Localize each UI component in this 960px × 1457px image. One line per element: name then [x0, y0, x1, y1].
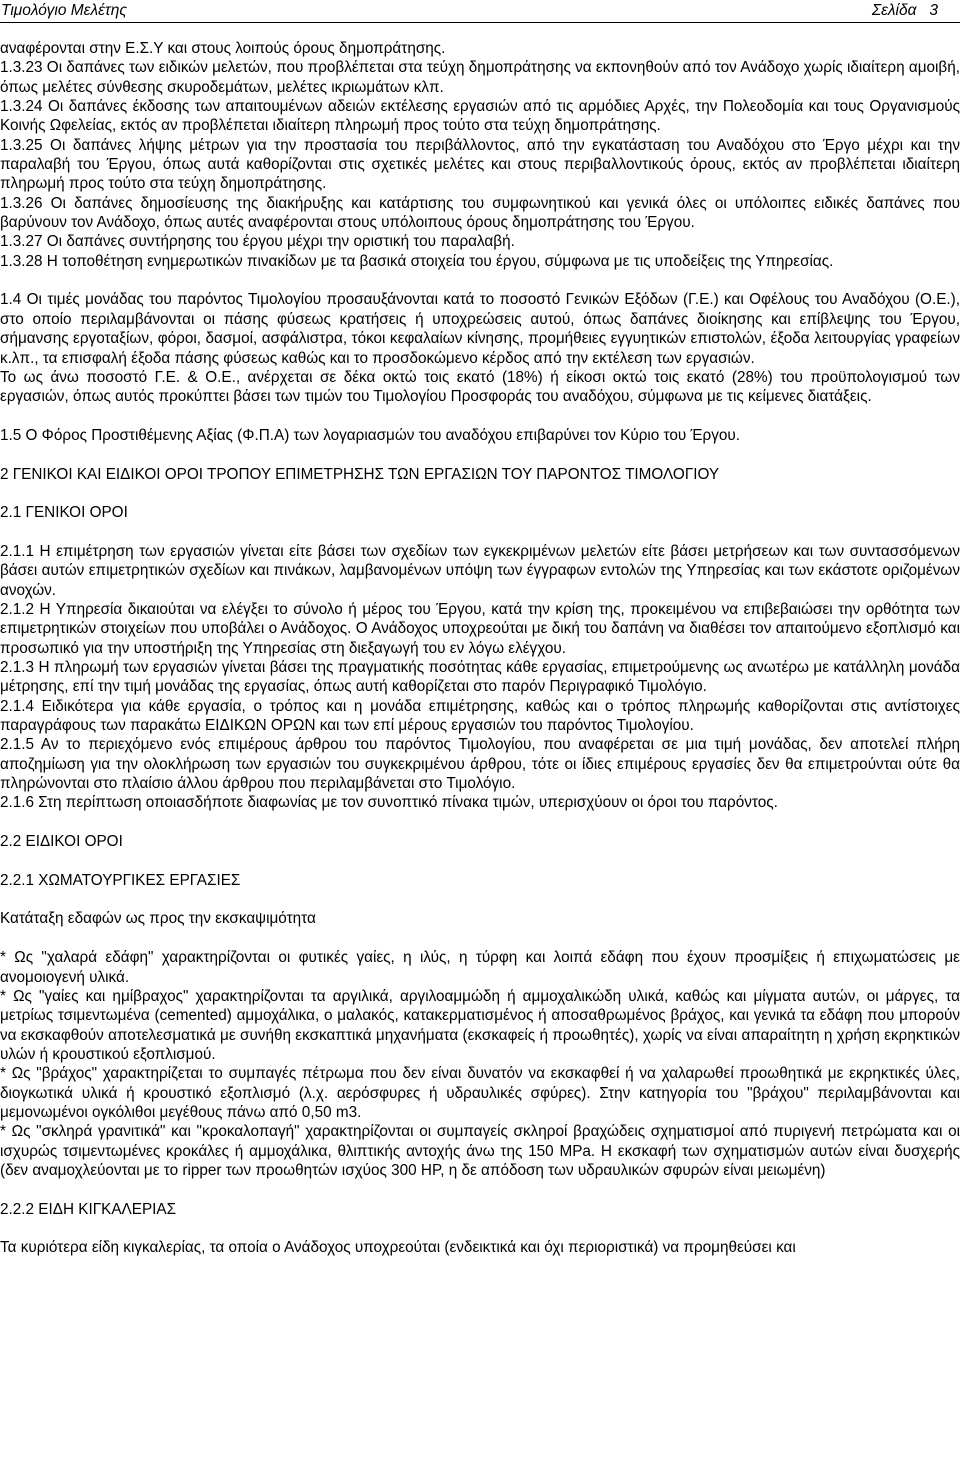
clause-2-1-4: 2.1.4 Ειδικότερα για κάθε εργασία, ο τρόπος και η μονάδα επιμέτρησης, καθώς και ο τρόπος πληρωμής καθορίζονται στις αντίστοιχες παραγράφους των παρακάτω ΕΙΔΙΚΩΝ ΟΡΩΝ και των επί μέρους εργασιών του παρόντος Τιμολογίου. — [0, 697, 960, 735]
soil-class-rock: * Ως "βράχος" χαρακτηρίζεται το συμπαγές πέτρωμα που δεν είναι δυνατόν να εκσκαφθεί ή να χαλαρωθεί προωθητικά με εκρηκτικές ύλες, διογκωτικά υλικά ή κρουστικό εξοπλισμό (λ.χ. αερόσφυρες ή υδραυλικές σφύρες). Στην κατηγορία του "βράχου" περιλαμβάνονται και μεμονωμένοι ογκόλιθοι μεγέθους πάνω από 0,50 m3. — [0, 1065, 960, 1121]
page-indicator — [872, 2, 938, 20]
section-heading-2-2-1: 2.2.1 ΧΩΜΑΤΟΥΡΓΙΚΕΣ ΕΡΓΑΣΙΕΣ — [0, 871, 241, 889]
document-body — [0, 39, 960, 1258]
subheading-soil-classification: Κατάταξη εδαφών ως προς την εκσκαψιμότητα — [0, 910, 316, 928]
clause-1-3-27: 1.3.27 Οι δαπάνες συντήρησης του έργου μέχρι την οριστική του παραλαβή. — [0, 233, 515, 251]
page-label: Σελίδα — [871, 2, 917, 19]
section-heading-2: 2 ΓΕΝΙΚΟΙ ΚΑΙ ΕΙΔΙΚΟΙ ΟΡΟΙ ΤΡΟΠΟΥ ΕΠΙΜΕΤΡΗΣΗΣ ΤΩΝ ΕΡΓΑΣΙΩΝ ΤΟΥ ΠΑΡΟΝΤΟΣ ΤΙΜΟΛΟΓΙΟΥ — [0, 465, 720, 483]
section-heading-2-2: 2.2 ΕΙΔΙΚΟΙ ΟΡΟΙ — [0, 833, 123, 851]
clause-1-3-24: 1.3.24 Οι δαπάνες έκδοσης των απαιτουμένων αδειών εκτέλεσης εργασιών από τις αρμόδιες Αρχές, την Πολεοδομία και τους Οργανισμούς Κοινής Ωφελείας, εκτός αν προβλέπεται ιδιαίτερη πληρωμή προς τούτο στα τεύχη δημοπράτησης. — [0, 98, 960, 135]
clause-1-5: 1.5 Ο Φόρος Προστιθέμενης Αξίας (Φ.Π.Α) των λογαριασμών του αναδόχου επιβαρύνει τον Κύριο του Έργου. — [0, 426, 740, 444]
clause-2-1-6: 2.1.6 Στη περίπτωση οποιασδήποτε διαφωνίας με τον συνοπτικό πίνακα τιμών, υπερισχύουν οι όροι του παρόντος. — [0, 794, 778, 812]
soil-class-loose: * Ως "χαλαρά εδάφη" χαρακτηρίζονται οι φυτικές γαίες, η ιλύς, η τύρφη και λοιπά εδάφη που έχουν προσμίξεις ή επιχωματώσεις με ανομοιογενή υλικά. — [0, 949, 960, 986]
clause-1-3-23: 1.3.23 Οι δαπάνες των ειδικών μελετών, που προβλέπεται στα τεύχη δημοπράτησης να εκπονηθούν από τον Ανάδοχο χωρίς ιδιαίτερη αμοιβή, όπως μελέτες σύνθεσης σκυροδεμάτων, μελέτες ικριωμάτων κλπ. — [0, 59, 960, 96]
paragraph-ironmongery: Τα κυριότερα είδη κιγκαλερίας, τα οποία ο Ανάδοχος υποχρεούται (ενδεικτικά και όχι περιοριστικά) να προμηθεύσει και — [0, 1239, 796, 1257]
document-title: Τιμολόγιο Μελέτης — [1, 2, 127, 19]
clause-2-1-1: 2.1.1 Η επιμέτρηση των εργασιών γίνεται είτε βάσει των σχεδίων των εγκεκριμένων μελετών είτε βάσει μετρήσεων και των συντασσόμενων βάσει αυτών επιμετρητικών σχεδίων και πινάκων, λαμβανομένων υπόψη των έγγραφων εντολών της Υπηρεσίας και των εκάστοτε οριζομένων ανοχών. — [0, 542, 960, 599]
clause-1-4-percentage: Το ως άνω ποσοστό Γ.Ε. & Ο.Ε., ανέρχεται σε δέκα οκτώ τοις εκατό (18%) ή είκοσι οκτώ τοις εκατό (28%) του προϋπολογισμού των εργασιών, όπως αυτός προκύπτει βάσει των τιμών του Τιμολογίου Προσφοράς του αναδόχου, σύμφωνα με τις κείμενες διατάξεις. — [0, 368, 960, 406]
clause-2-1-5: 2.1.5 Αν το περιεχόμενο ενός επιμέρους άρθρου του παρόντος Τιμολογίου, που αναφέρεται σε μια τιμή μονάδας, δεν αποτελεί πλήρη αποζημίωση για την ολοκλήρωση των εργασιών του συγκεκριμένου άρθρου, τότε οι ίδιες επιμέρους εργασίες δεν θα επιμετρούνται ούτε θα πληρώνονται στο πλαίσιο άλλου άρθρου που περιλαμβάνεται στο Τιμολόγιο. — [0, 736, 960, 793]
clause-1-3-26: 1.3.26 Οι δαπάνες δημοσίευσης της διακήρυξης και κατάρτισης του συμφωνητικού και γενικά όλες οι υπόλοιπες ειδικές δαπάνες που βαρύνουν τον Ανάδοχο, όπως αυτές αναφέρονται στους υπόλοιπους όρους δημοπράτησης του Έργου. — [0, 194, 960, 232]
soil-class-hard-granite: * Ως "σκληρά γρανιτικά" και "κροκαλοπαγή" χαρακτηρίζονται οι συμπαγείς σκληροί βραχώδεις σχηματισμοί από πυριγενή πετρώματα και οι ισχυρώς τσιμεντωμένες κροκάλες ή αμμοχάλικα, θλιπτικής αντοχής άνω της 150 MPa. Η εκσκαφή των σχηματισμών αυτών είναι δυσχερής (δεν αναμοχλεύονται με το ripper των προωθητών ισχύος 300 HP, η δε απόδοση των υδραυλικών σφυρών είναι μειωμένη) — [0, 1123, 960, 1179]
clause-1-3-25: 1.3.25 Οι δαπάνες λήψης μέτρων για την προστασία του περιβάλλοντος, από την εγκατάσταση του Αναδόχου στο Έργο μέχρι και την παραλαβή του Έργου, όπως αυτά καθορίζονται στις σχετικές μελέτες και στους περιβαλλοντικούς όρους, εκτός αν προβλέπεται ιδιαίτερη πληρωμή προς τούτο στα τεύχη δημοπράτησης. — [0, 136, 960, 193]
page-header — [0, 0, 960, 24]
page-number: 3 — [929, 2, 938, 19]
clause-1-4: 1.4 Οι τιμές μονάδας του παρόντος Τιμολογίου προσαυξάνονται κατά το ποσοστό Γενικών Εξόδων (Γ.Ε.) και Οφέλους του Αναδόχου (Ο.Ε.), στο οποίο περιλαμβάνονται οι πάσης φύσεως κρατήσεις ή υποχρεώσεις αυτού, όπως δαπάνες διοίκησης και επίβλεψης του Έργου, σήμανσης εργοταξίων, φόροι, δασμοί, ασφάλιστρα, τόκοι κεφαλαίων κίνησης, προμήθειες εγγυητικών επιστολών, έξοδα λειτουργίας γραφείων κ.λπ., τα επισφαλή έξοδα πάσης φύσεως καθώς και το προσδοκώμενο κέρδος από την εκτέλεση των εργασιών. — [0, 291, 960, 367]
section-heading-2-1: 2.1 ΓΕΝΙΚΟΙ ΟΡΟΙ — [0, 504, 128, 522]
section-heading-2-2-2: 2.2.2 ΕΙΔΗ ΚΙΓΚΑΛΕΡΙΑΣ — [0, 1200, 177, 1218]
soil-class-earth-semirock: * Ως "γαίες και ημίβραχος" χαρακτηρίζονται τα αργιλικά, αργιλοαμμώδη ή αμμοχαλικώδη υλικά, καθώς και μίγματα αυτών, οι μάργες, τα μετρίως τσιμεντωμένα (cemented) αμμοχάλικα, ο μαλακός, κατακερματισμένος ή αποσαθρωμένος βράχος, και γενικά τα εδάφη που μπορούν να εκσκαφθούν αποτελεσματικά με συνήθη εκσκαπτικά μηχανήματα (εκσκαφείς ή προωθητές), χωρίς να είναι απαραίτητη η χρήση εκρηκτικών υλών ή κρουστικού εξοπλισμού. — [0, 987, 960, 1063]
clause-2-1-2: 2.1.2 Η Υπηρεσία δικαιούται να ελέγξει το σύνολο ή μέρος του Έργου, κατά την κρίση της, προκειμένου να επιβεβαιώσει την ορθότητα των επιμετρητικών στοιχείων που υποβάλει ο Ανάδοχος. Ο Ανάδοχος υποχρεούται με δική του δαπάνη να διαθέσει τον απαιτούμενο εξοπλισμό και προσωπικό για την υποστήριξη της Υπηρεσίας στη διεξαγωγή του εν λόγω ελέγχου. — [0, 600, 960, 657]
clause-1-3-28: 1.3.28 Η τοποθέτηση ενημερωτικών πινακίδων με τα βασικά στοιχεία του έργου, σύμφωνα με τις υποδείξεις της Υπηρεσίας. — [0, 252, 834, 270]
header-rule — [0, 22, 960, 23]
paragraph-continuation: αναφέρονται στην Ε.Σ.Υ και στους λοιπούς όρους δημοπράτησης. — [0, 40, 446, 57]
clause-2-1-3: 2.1.3 Η πληρωμή των εργασιών γίνεται βάσει της πραγματικής ποσότητας κάθε εργασίας, επιμετρούμενης ως ανωτέρω με κατάλληλη μονάδα μέτρησης, επί την τιμή μονάδας της εργασίας, όπως αυτή καθορίζεται στο παρόν Περιγραφικό Τιμολόγιο. — [0, 659, 960, 696]
